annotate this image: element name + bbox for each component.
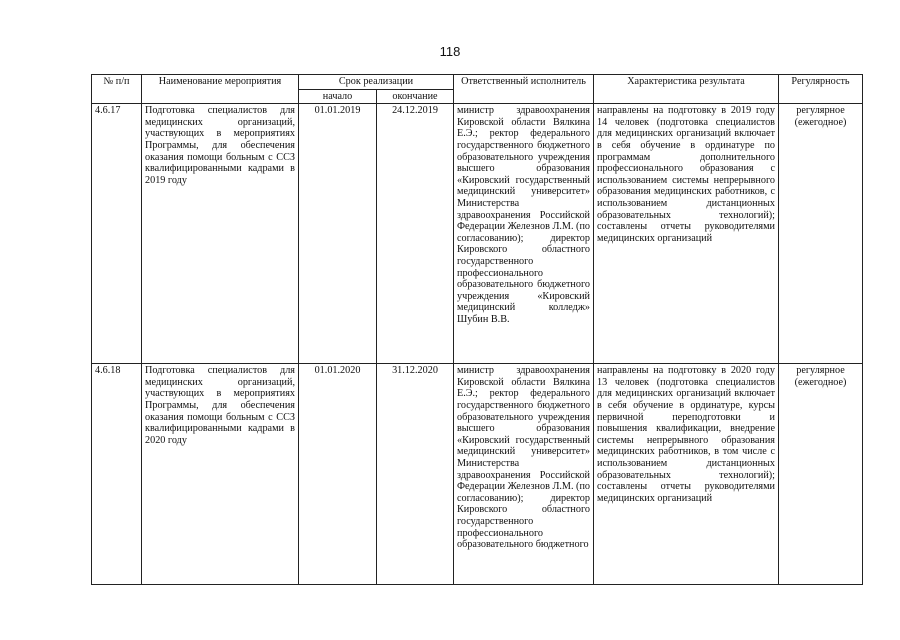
header-start: начало <box>299 89 377 104</box>
row-name: Подготовка специалистов для медицинских организаций, участвующих в мероприятиях Программы, для обеспечения оказания помощи больным с ССЗ квалифицированными кадрами в 2019 году <box>142 104 299 364</box>
header-regularity: Регулярность <box>779 75 863 104</box>
header-name: Наименование мероприятия <box>142 75 299 104</box>
page-number: 118 <box>439 44 461 59</box>
row-end: 31.12.2020 <box>377 364 454 585</box>
activities-table <box>91 74 863 585</box>
row-start: 01.01.2020 <box>299 364 377 585</box>
row-regularity: регулярное (ежегодное) <box>779 364 863 585</box>
row-executor: министр здравоохранения Кировской области Вялкина Е.Э.; ректор федерального государственного бюджетного образовательного учреждения высшего образования «Кировский государственный медицинский университет» Министерства здравоохранения Российской Федерации Железнов Л.М. (по согласованию); директор Кировского областного государственного профессионального образовательного бюджетного <box>454 364 594 585</box>
header-result: Характеристика результата <box>594 75 779 104</box>
table-row <box>92 364 863 585</box>
header-row <box>92 75 863 90</box>
row-executor: министр здравоохранения Кировской области Вялкина Е.Э.; ректор федерального государственного бюджетного образовательного учреждения высшего образования «Кировский государственный медицинский университет» Министерства здравоохранения Российской Федерации Железнов Л.М. (по согласованию); директор Кировского областного государственного профессионального образовательного бюджетного учреждения «Кировский медицинский колледж» Шубин В.В. <box>454 104 594 364</box>
header-term: Срок реализации <box>299 75 454 90</box>
row-result: направлены на подготовку в 2020 году 13 человек (подготовка специалистов для медицинских организаций включает в себя обучение в ординатуре, курсы первичной переподготовки и повышения квалификации, внедрение системы непрерывного образования медицинских работников, в том числе с использованием дистанционных образовательных технологий); составлены отчеты руководителями медицинских организаций <box>594 364 779 585</box>
row-regularity: регулярное (ежегодное) <box>779 104 863 364</box>
header-end: окончание <box>377 89 454 104</box>
table-row <box>92 104 863 364</box>
header-executor: Ответственный исполнитель <box>454 75 594 104</box>
row-end: 24.12.2019 <box>377 104 454 364</box>
row-name: Подготовка специалистов для медицинских организаций, участвующих в мероприятиях Программы, для обеспечения оказания помощи больным с ССЗ квалифицированными кадрами в 2020 году <box>142 364 299 585</box>
header-num: № п/п <box>92 75 142 104</box>
row-start: 01.01.2019 <box>299 104 377 364</box>
row-num: 4.6.18 <box>92 364 142 585</box>
row-result: направлены на подготовку в 2019 году 14 человек (подготовка специалистов для медицинских организаций включает в себя обучение в ординатуре по программам дополнительного профессионального образования с использованием системы непрерывного образования медицинских работников, с использованием дистанционных образовательных технологий); составлены отчеты руководителями медицинских организаций <box>594 104 779 364</box>
row-num: 4.6.17 <box>92 104 142 364</box>
